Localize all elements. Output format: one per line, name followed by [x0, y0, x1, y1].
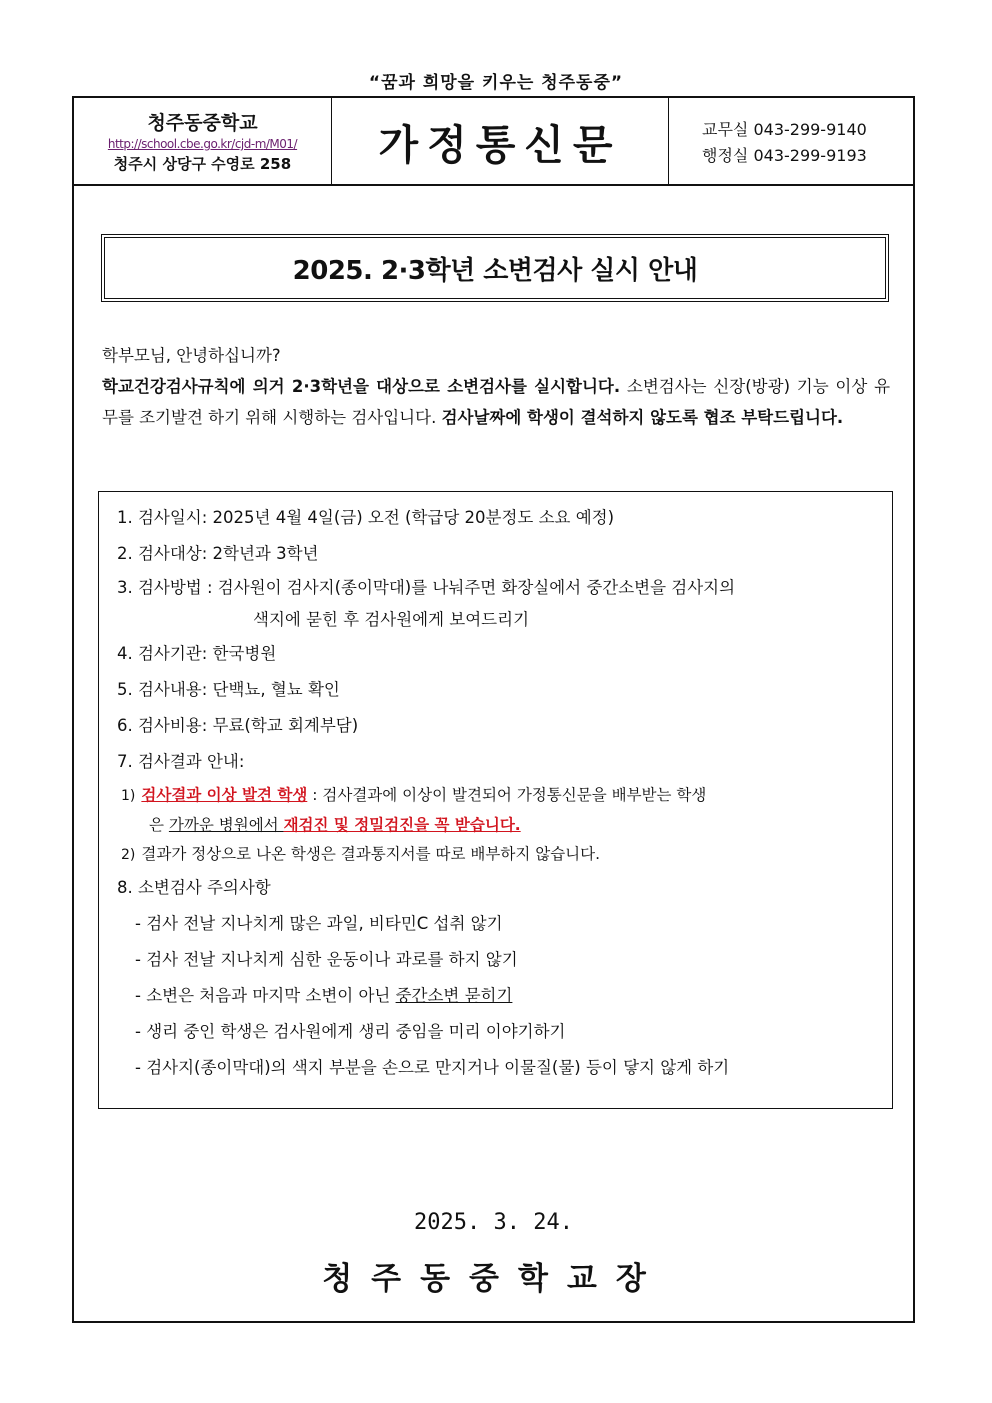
intro-paragraph [102, 340, 890, 433]
item-method-cont: 색지에 묻힌 후 검사원에게 보여드리기 [253, 610, 530, 629]
intro-body [102, 371, 890, 433]
school-address: 청주시 상당구 수영로 258 [113, 155, 292, 173]
intro-bold-1: 학교건강검사규칙에 의거 2·3학년을 대상으로 소변검사를 실시합니다. [102, 377, 621, 396]
result-abnormal-text: : 검사결과에 이상이 발견되어 가정통신문을 배부받는 학생 [307, 786, 707, 804]
result-abnormal-cont-red: 재검진 및 정밀검진을 꼭 받습니다. [283, 816, 521, 834]
principal-signature: 청주동중학교장 [322, 1261, 665, 1297]
result-normal-text: 결과가 정상으로 나온 학생은 결과통지서를 따로 배부하지 않습니다. [141, 845, 601, 863]
header [74, 98, 913, 186]
item-target: 2. 검사대상: 2학년과 3학년 [117, 544, 319, 563]
caution-1: - 검사 전날 지나치게 많은 과일, 비타민C 섭취 않기 [135, 914, 503, 933]
caution-3-pre: - 소변은 처음과 마지막 소변이 아닌 [135, 986, 396, 1005]
school-info [74, 98, 332, 184]
item-date: 1. 검사일시: 2025년 4월 4일(금) 오전 (학급당 20분정도 소요 예정) [117, 508, 615, 527]
caution-4: - 생리 중인 학생은 검사원에게 생리 중임을 미리 이야기하기 [135, 1022, 566, 1041]
issue-date: 2025. 3. 24. [414, 1210, 573, 1235]
result-abnormal-label: 검사결과 이상 발견 학생 [141, 786, 308, 804]
result-abnormal [117, 780, 882, 811]
caution-5: - 검사지(종이막대)의 색지 부분을 손으로 만지거나 이물질(물) 등이 닿지 않게 하기 [135, 1058, 730, 1077]
item-caution: 8. 소변검사 주의사항 [117, 878, 271, 897]
newsletter-title: 가정통신문 [332, 98, 669, 184]
school-url-link[interactable]: http://school.cbe.go.kr/cjd-m/M01/ [107, 137, 298, 151]
result-abnormal-cont [117, 811, 882, 839]
item-content: 5. 검사내용: 단백뇨, 혈뇨 확인 [117, 680, 340, 699]
contact-academic-office: 교무실 043-299-9140 [702, 119, 867, 139]
intro-bold-2: 검사날짜에 학생이 결석하지 않도록 협조 부탁드립니다. [441, 408, 844, 427]
result-abnormal-cont-ul: 가까운 병원에서 [168, 816, 284, 834]
result-abnormal-cont-pre: 은 [149, 816, 169, 834]
item-result: 7. 검사결과 안내: [117, 752, 245, 771]
school-name: 청주동중학교 [147, 112, 258, 134]
notice-title-box [101, 234, 889, 302]
item-agency: 4. 검사기관: 한국병원 [117, 644, 277, 663]
contact-admin-office: 행정실 043-299-9193 [702, 145, 867, 165]
item-method: 3. 검사방법 : 검사원이 검사지(종이막대)를 나눠주면 화장실에서 중간소변을 검사지의 [117, 578, 736, 597]
contact-info [669, 98, 913, 184]
result-normal [117, 839, 882, 870]
greeting: 학부모님, 안녕하십니까? [102, 346, 281, 365]
newsletter-frame [72, 96, 915, 1323]
caution-3 [117, 978, 882, 1014]
slogan: “꿈과 희망을 키우는 청주동중” [368, 73, 624, 93]
item-cost: 6. 검사비용: 무료(학교 회계부담) [117, 716, 359, 735]
result-normal-num: 2) [121, 847, 136, 863]
result-abnormal-num: 1) [121, 788, 136, 804]
details-box [98, 491, 893, 1109]
notice-title: 2025. 2·3학년 소변검사 실시 안내 [104, 237, 886, 299]
caution-3-ul: 중간소변 묻히기 [395, 986, 513, 1005]
intro-normal: 소변검사는 신장(방광) 기능 이상 유무를 조기발견 하기 위해 시행하는 검사입니다. [102, 377, 891, 427]
caution-2: - 검사 전날 지나치게 심한 운동이나 과로를 하지 않기 [135, 950, 518, 969]
